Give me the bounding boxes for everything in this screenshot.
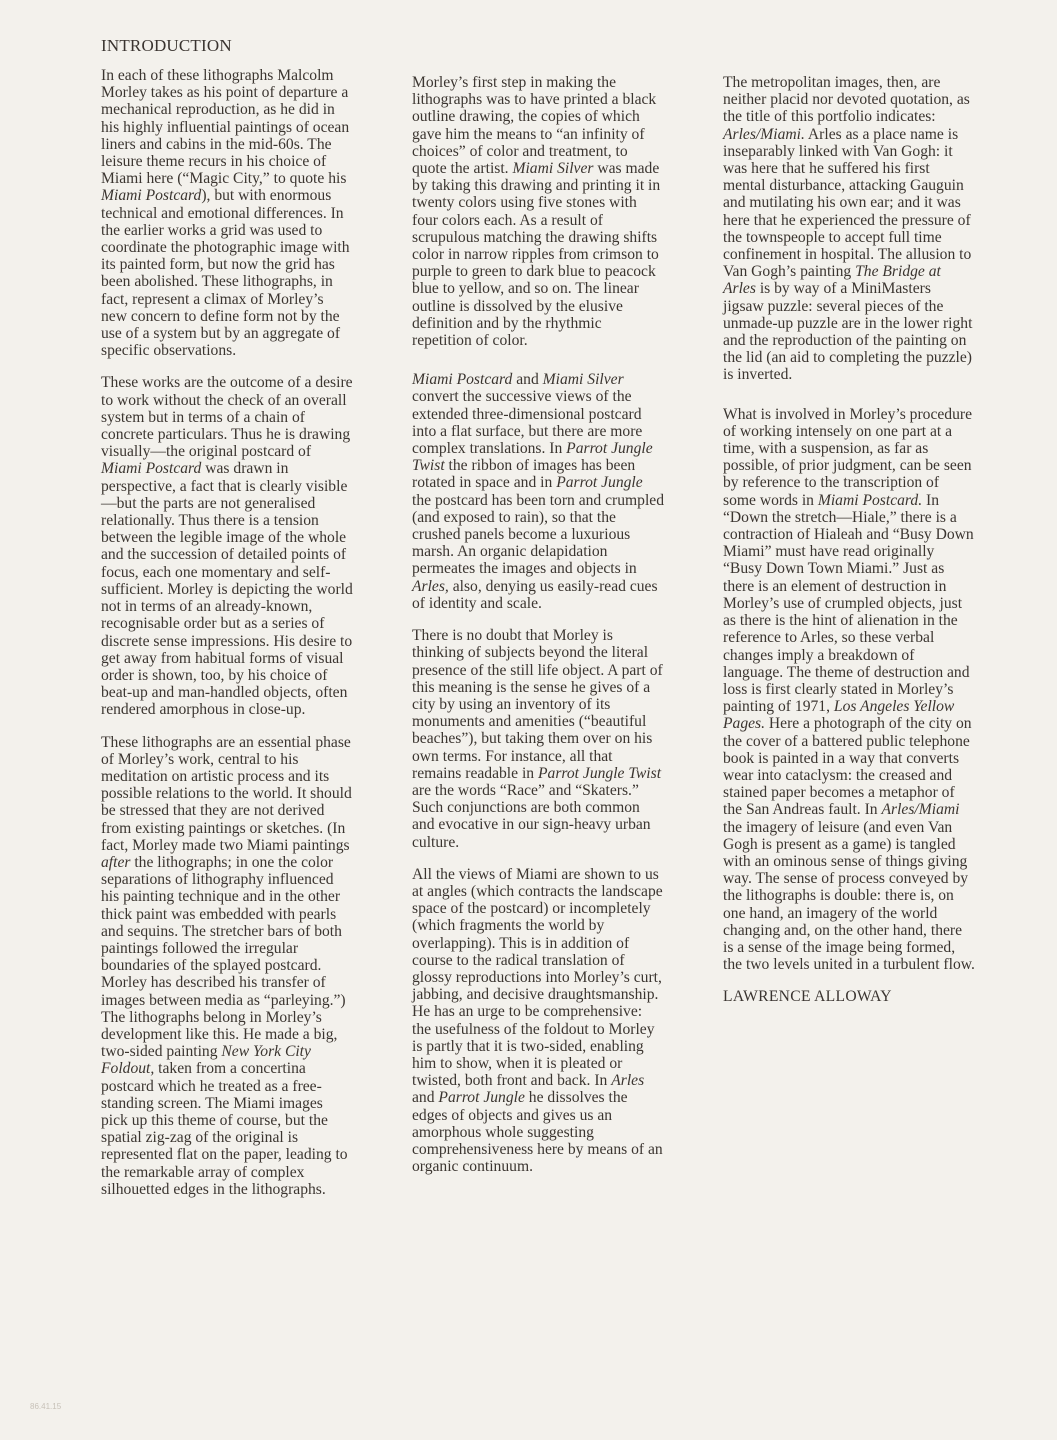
text-column-2 bbox=[412, 74, 664, 1190]
paragraph: In each of these lithographs Malcolm Morley takes as his point of departure a mechanical reproduction, as he did in his highly influential paintings of ocean liners and cabins in the mid-60s. The leisure theme recurs in his choice of Miami here (“Magic City,” to quote his Miami Postcard), but with enormous technical and emotional differences. In the earlier works a grid was used to coordinate the photographic image with its painted form, but now the grid has been abolished. These lithographs, in fact, represent a climax of Morley’s new concern to define form not by the use of a system but by an aggregate of specific observations. bbox=[101, 67, 350, 360]
paragraph: These lithographs are an essential phase of Morley’s work, central to his meditation on artistic process and its possible relations to the world. It should be stressed that they are not derived from existing paintings or sketches. (In fact, Morley made two Miami paintings after the lithographs; in one the color separations of lithography influenced his painting technique and in the other thick paint was embedded with pearls and sequins. The stretcher bars of both paintings followed the irregular boundaries of the splayed postcard. Morley has described his transfer of images between media as “parleying.”) The lithographs belong in Morley’s development like this. He made a big, two-sided painting New York City Foldout, taken from a concertina postcard which he treated as a free-standing screen. The Miami images pick up this theme of course, but the spatial zig-zag of the original is represented flat on the paper, leading to the remarkable array of complex silhouetted edges in the lithographs. bbox=[101, 733, 352, 1198]
paragraph: Morley’s first step in making the lithographs was to have printed a black outline drawing, the copies of which gave him the means to “an infinity of choices” of color and treatment, to quote the artist. Miami Silver was made by taking this drawing and printing it in twenty colors using five stones with four colors each. As a result of scrupulous matching the drawing shifts color in narrow ripples from crimson to purple to green to dark blue to peacock blue to yellow, and so on. The linear outline is dissolved by the elusive definition and by the rhythmic repetition of color. bbox=[412, 74, 661, 350]
author-signature: LAWRENCE ALLOWAY bbox=[723, 988, 892, 1006]
paragraph: What is involved in Morley’s procedure of working intensely on one part at a time, with a suspension, as far as possible, of prior judgment, can be seen by reference to the transcription of some words in Miami Postcard. In “Down the stretch—Hiale,” there is a contraction of Hialeah and “Busy Down Miami” must have read originally “Busy Down Town Miami.” Just as there is an element of destruction in Morley’s use of crumpled objects, just as there is the hint of alienation in the reference to Arles, so these verbal changes imply a breakdown of language. The theme of destruction and loss is first clearly stated in Morley’s painting of 1971, Los Angeles Yellow Pages. Here a photograph of the city on the cover of a battered public telephone book is painted in a way that converts wear into cataclysm: the creased and stained paper becomes a metaphor of the San Andreas fault. In Arles/Miami the imagery of leisure (and even Van Gogh is present as a game) is tangled with an ominous sense of things giving way. The sense of process conveyed by the lithographs is double: there is, on one hand, an imagery of the world changing and, on the other hand, there is a sense of the image being formed, the two levels united in a turbulent flow. bbox=[723, 405, 975, 974]
paragraph: There is no doubt that Morley is thinking of subjects beyond the literal presence of the still life object. A part of this meaning is the sense he gives of a city by using an inventory of its monuments and amenities (“beautiful beaches”), but taking them over on his own terms. For instance, all that remains readable in Parrot Jungle Twist are the words “Race” and “Skaters.” Such conjunctions are both common and evocative in our sign-heavy urban culture. bbox=[412, 627, 663, 851]
paragraph: The metropolitan images, then, are neither placid nor devoted quotation, as the title of this portfolio indicates: Arles/Miami. Arles as a place name is inseparably linked with Van Gogh: it was here that he suffered his first mental disturbance, attacking Gauguin and mutilating his own ear; and it was here that he experienced the pressure of the townspeople to accept full time confinement in hospital. The allusion to Van Gogh’s painting The Bridge at Arles is by way of a MiniMasters jigsaw puzzle: several pieces of the unmade-up puzzle are in the lower right and the reproduction of the painting on the lid (an aid to completing the puzzle) is inverted. bbox=[723, 74, 973, 384]
text-column-1 bbox=[101, 67, 353, 1213]
paragraph: Miami Postcard and Miami Silver convert the successive views of the extended three-dimensional postcard into a flat surface, but there are more complex translations. In Parrot Jungle Twist the ribbon of images has been rotated in space and in Parrot Jungle the postcard has been torn and crumpled (and exposed to rain), so that the crushed panels become a luxurious marsh. An organic delapidation permeates the images and objects in Arles, also, denying us easily-read cues of identity and scale. bbox=[412, 371, 665, 612]
paragraph: All the views of Miami are shown to us at angles (which contracts the landscape space of the postcard) or incompletely (which fragments the world by overlapping). This is in addition of course to the radical translation of glossy reproductions into Morley’s curt, jabbing, and decisive draughtsmanship. He has an urge to be comprehensive: the usefulness of the foldout to Morley is partly that it is two-sided, enabling him to show, when it is pleated or twisted, both front and back. In Arles and Parrot Jungle he dissolves the edges of objects and gives us an amorphous whole suggesting comprehensiveness here by means of an organic continuum. bbox=[412, 865, 663, 1176]
text-column-3 bbox=[723, 74, 975, 1006]
page-heading: INTRODUCTION bbox=[101, 36, 232, 55]
paragraph: These works are the outcome of a desire to work without the check of an overall system but in terms of a chain of concrete particulars. Thus he is drawing visually—the original postcard of Miami Postcard was drawn in perspective, a fact that is clearly visible—but the parts are not generalised relationally. Thus there is a tension between the legible image of the whole and the succession of detailed points of focus, each one momentary and self-sufficient. Morley is depicting the world not in terms of an already-known, recognisable order but as a series of discrete sense impressions. His desire to get away from habitual forms of visual order is shown, too, by his choice of beat-up and man-handled objects, often rendered amorphous in close-up. bbox=[101, 374, 353, 719]
catalog-number: 86.41.15 bbox=[30, 1402, 62, 1411]
